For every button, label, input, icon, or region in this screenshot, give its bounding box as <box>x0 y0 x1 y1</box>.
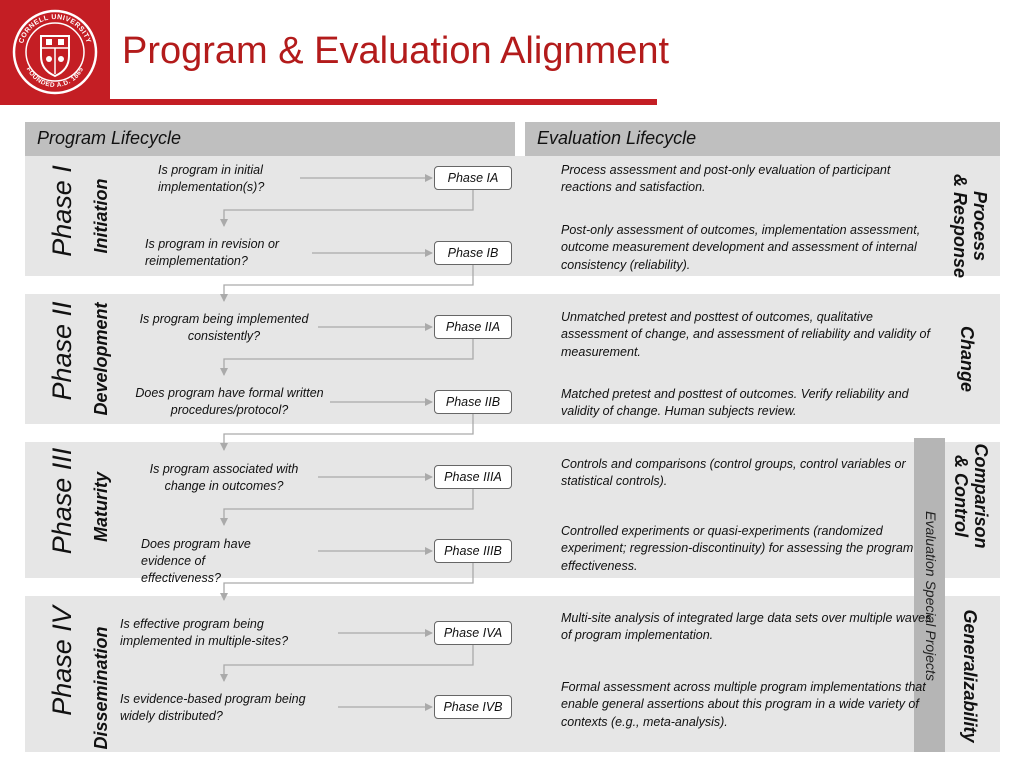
evaluation-iva: Multi-site analysis of integrated large data sets over multiple waves of program implementation. <box>561 611 932 643</box>
page-title: Program & Evaluation Alignment <box>122 30 670 72</box>
phase-3-eval-label: Comparison & Control <box>951 443 991 549</box>
question-iib: Does program have formal written procedures/protocol? <box>135 386 324 417</box>
phase-ib-box: Phase IB <box>434 241 512 265</box>
phase-iiib-box: Phase IIIB <box>434 539 512 563</box>
phase-4-name: Dissemination <box>91 626 111 750</box>
phase-4-eval-label: Generalizability <box>960 609 980 743</box>
question-iia: Is program being implemented consistently? <box>139 312 309 343</box>
phase-1-title: Phase I <box>47 165 77 257</box>
title-underline <box>110 99 657 105</box>
evaluation-special-projects-label: Evaluation Special Projects <box>923 511 939 681</box>
question-ivb: Is evidence-based program being widely distributed? <box>120 692 306 723</box>
question-ib: Is program in revision or reimplementation? <box>145 237 280 268</box>
evaluation-lifecycle-header: Evaluation Lifecycle <box>525 122 1000 156</box>
phase-3-title: Phase III <box>47 447 77 555</box>
phase-2-eval-label: Change <box>957 325 977 392</box>
evaluation-iiib: Controlled experiments or quasi-experiments (randomized experiment; regression-discontinuity) for assessing the program effectiveness. <box>561 524 914 573</box>
svg-text:FOUNDED A.D. 1865: FOUNDED A.D. 1865 <box>24 66 86 90</box>
evaluation-iia: Unmatched pretest and posttest of outcomes, qualitative assessment of change, and assessment of reliability and validity of measurement. <box>561 310 930 359</box>
phase-1-eval-label: Process & Response <box>950 173 990 279</box>
evaluation-ib: Post-only assessment of outcomes, implementation assessment, outcome measurement development and assessment of internal consistency (reliability). <box>561 223 921 272</box>
program-lifecycle-header: Program Lifecycle <box>25 122 515 156</box>
phase-2-title: Phase II <box>47 301 77 401</box>
phase-1-name: Initiation <box>91 178 111 254</box>
phase-iia-box: Phase IIA <box>434 315 512 339</box>
question-iva: Is effective program being implemented in multiple-sites? <box>120 617 289 648</box>
evaluation-ia: Process assessment and post-only evaluation of participant reactions and satisfaction. <box>561 163 891 195</box>
svg-text:CORNELL UNIVERSITY: CORNELL UNIVERSITY <box>18 13 92 45</box>
phase-ivb-box: Phase IVB <box>434 695 512 719</box>
phase-iib-box: Phase IIB <box>434 390 512 414</box>
question-iiib: Does program have evidence of effectiveness? <box>141 537 251 585</box>
question-ia: Is program in initial implementation(s)? <box>158 163 265 194</box>
evaluation-iib: Matched pretest and posttest of outcomes. Verify reliability and validity of change. Human subjects review. <box>561 387 909 419</box>
phase-3-name: Maturity <box>91 472 111 543</box>
phase-ia-box: Phase IA <box>434 166 512 190</box>
cornell-seal-logo <box>8 8 102 96</box>
phase-4-title: Phase IV <box>47 606 77 716</box>
question-iiia: Is program associated with change in outcomes? <box>149 462 299 493</box>
phase-iva-box: Phase IVA <box>434 621 512 645</box>
evaluation-iiia: Controls and comparisons (control groups, control variables or statistical controls). <box>561 457 906 489</box>
phase-iiia-box: Phase IIIA <box>434 465 512 489</box>
evaluation-ivb: Formal assessment across multiple program implementations that enable general assertions about this program in a wide variety of contexts (e.g., meta-analysis). <box>561 680 926 729</box>
phase-2-name: Development <box>91 302 111 416</box>
